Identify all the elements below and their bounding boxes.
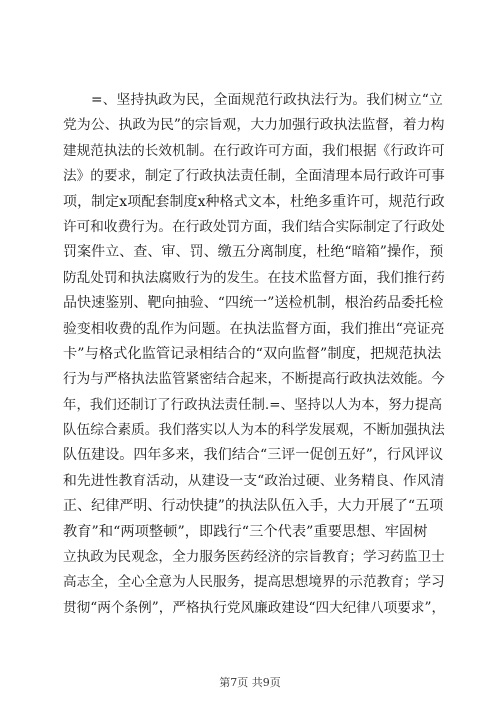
text-line: 正、纪律严明、行动快捷”的执法队伍入手，大力开展了“五项 (63, 498, 444, 515)
text-line: 队伍综合素质。我们落实以人为本的科学发展观，不断加强执法 (63, 422, 445, 439)
text-line: 立执政为民观念，全力服务医药经济的宗旨教育；学习药监卫士 (63, 549, 445, 566)
text-line: =、坚持执政为民，全面规范行政执法行为。我们树立“立 (91, 92, 443, 108)
text-line: 品快速鉴别、靶向抽验、“四统一”送检机制，根治药品委托检 (63, 295, 444, 312)
text-line: 贯彻“两个条例”，严格执行党风廉政建设“四大纪律八项要求”， (63, 599, 446, 616)
body-paragraph (63, 88, 446, 621)
text-line: 建规范执法的长效机制。在行政许可方面，我们根据《行政许可 (63, 142, 445, 159)
text-line: 党为公、执政为民”的宗旨观，大力加强行政执法监督，着力构 (63, 117, 445, 134)
text-line: 队伍建设。四年多来，我们结合“三评一促创五好”，行风评议 (63, 447, 444, 464)
text-line: 项，制定x项配套制度x种格式文本，杜绝多重许可，规范行政 (63, 193, 445, 210)
text-line: 验变相收费的乱作为问题。在执法监督方面，我们推出“亮证亮 (63, 320, 445, 337)
text-line: 高志全，全心全意为人民服务，提高思想境界的示范教育；学习 (63, 574, 445, 591)
text-line: 罚案件立、查、审、罚、缴五分离制度，杜绝“暗箱”操作，预 (63, 244, 444, 261)
text-line: 防乱处罚和执法腐败行为的发生。在技术监督方面，我们推行药 (63, 269, 445, 286)
text-line: 许可和收费行为。在行政处罚方面，我们结合实际制定了行政处 (63, 218, 445, 235)
text-line: 法》的要求，制定了行政执法责任制，全面清理本局行政许可事 (63, 168, 445, 185)
page-number: 第7页 共9页 (219, 676, 281, 689)
text-line: 行为与严格执法监管紧密结合起来，不断提高行政执法效能。今 (63, 371, 445, 388)
text-line: 年，我们还制订了行政执法责任制.=、坚持以人为本，努力提高 (63, 397, 443, 413)
text-line: 卡”与格式化监管记录相结合的“双向监督”制度，把规范执法 (63, 345, 442, 362)
text-line: 教育”和“两项整顿”，即践行“三个代表”重要思想、牢固树 (63, 523, 428, 540)
text-line: 和先进性教育活动，从建设一支“政治过硬、业务精良、作风清 (63, 472, 445, 489)
